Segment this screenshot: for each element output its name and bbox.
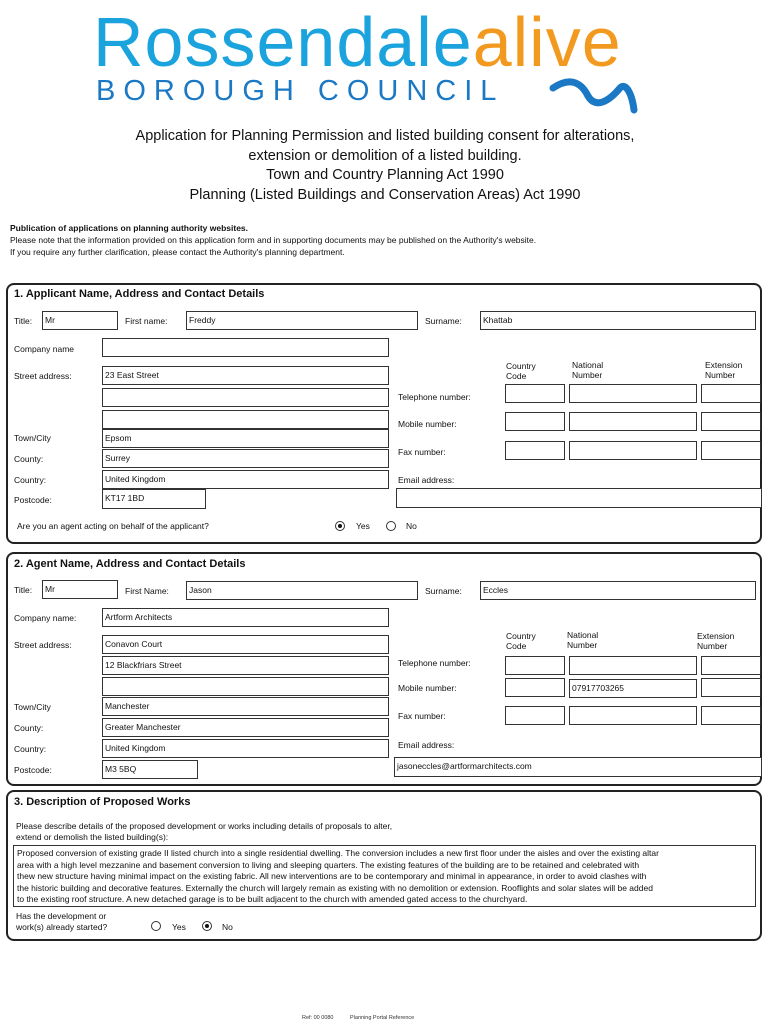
applicant-mobile-number[interactable] — [569, 412, 697, 431]
applicant-first-name-label: First name: — [125, 316, 168, 326]
description-instruction: Please describe details of the proposed development or works including details of proposals to alter, — [16, 821, 393, 831]
description-line: thew new structure having minimal impact on the existing fabric. All new interventions are to be contemporary and minimal in appearance, in order to avoid clashes with — [17, 871, 647, 882]
title-line: extension or demolition of a listed building. — [248, 147, 522, 164]
footer-portal: Planning Portal Reference — [350, 1015, 415, 1021]
applicant-national-number-label: National Number — [572, 360, 604, 380]
applicant-title-label: Title: — [14, 316, 33, 326]
applicant-title-field[interactable]: Mr — [42, 311, 118, 330]
applicant-town-label: Town/City — [14, 433, 51, 443]
agent-country-code-label: Country Code — [506, 631, 536, 651]
started-no-label: No — [222, 922, 233, 932]
agent-country-label: Country: — [14, 744, 47, 754]
applicant-county-label: County: — [14, 454, 44, 464]
applicant-company-label: Company name — [14, 344, 75, 354]
agent-street-label: Street address: — [14, 640, 72, 650]
applicant-county-field[interactable]: Surrey — [102, 449, 389, 468]
agent-surname-field[interactable]: Eccles — [480, 581, 756, 600]
started-yes-label: Yes — [172, 922, 186, 932]
footer-ref: Ref: 00 0080 — [302, 1015, 334, 1021]
applicant-email-label: Email address: — [398, 475, 455, 485]
agent-street-line2[interactable]: 12 Blackfriars Street — [102, 656, 389, 675]
agent-tel-extension[interactable] — [701, 656, 761, 675]
form-title — [0, 127, 770, 205]
agent-fax-label: Fax number: — [398, 711, 446, 721]
agent-tel-number[interactable] — [569, 656, 697, 675]
applicant-postcode-field[interactable]: KT17 1BD — [102, 489, 206, 509]
section-description-title: 3. Description of Proposed Works — [14, 796, 191, 808]
description-field[interactable] — [13, 845, 756, 907]
applicant-street-label: Street address: — [14, 371, 72, 381]
applicant-extension-label: Extension Number — [705, 360, 743, 380]
agent-county-label: County: — [14, 723, 44, 733]
agent-mobile-extension[interactable] — [701, 678, 761, 697]
publication-heading: Publication of applications on planning authority websites. — [10, 223, 249, 233]
applicant-fax-label: Fax number: — [398, 447, 446, 457]
agent-national-number-label: National Number — [567, 630, 599, 650]
agent-mobile-number[interactable]: 07917703265 — [569, 679, 697, 698]
applicant-mobile-extension[interactable] — [701, 412, 761, 431]
applicant-fax-number[interactable] — [569, 441, 697, 460]
agent-town-field[interactable]: Manchester — [102, 697, 389, 716]
description-line: the historic building and decorative features. Externally the church will largely remain as existing with no demolition or extension. Rooflights and solar slates will be added — [17, 882, 653, 893]
description-line: area with a high level mezzanine and basement conversion to living and sleeping quarters. The existing features of the building are to be retained and celebrated with — [17, 859, 640, 870]
title-line: Planning (Listed Buildings and Conservation Areas) Act 1990 — [189, 186, 581, 203]
applicant-street-line3[interactable] — [102, 410, 389, 429]
applicant-email-field[interactable] — [396, 488, 762, 508]
agent-yes-radio[interactable] — [335, 521, 345, 531]
agent-question-label: Are you an agent acting on behalf of the applicant? — [17, 521, 209, 531]
applicant-tel-country-code[interactable] — [505, 384, 565, 403]
started-no-radio[interactable] — [202, 921, 212, 931]
agent-tel-country-code[interactable] — [505, 656, 565, 675]
agent-first-name-field[interactable]: Jason — [186, 581, 418, 600]
applicant-postcode-label: Postcode: — [14, 495, 52, 505]
agent-mobile-country-code[interactable] — [505, 678, 565, 697]
started-yes-radio[interactable] — [151, 921, 161, 931]
applicant-company-field[interactable] — [102, 338, 389, 357]
description-instruction: extend or demolish the listed building(s): — [16, 832, 169, 842]
logo-text-alive: alive — [472, 3, 622, 81]
applicant-town-field[interactable]: Epsom — [102, 429, 389, 448]
agent-email-label: Email address: — [398, 740, 455, 750]
applicant-surname-field[interactable]: Khattab — [480, 311, 756, 330]
title-line: Town and Country Planning Act 1990 — [266, 167, 504, 183]
agent-fax-extension[interactable] — [701, 706, 761, 725]
applicant-tel-extension[interactable] — [701, 384, 761, 403]
agent-street-line3[interactable] — [102, 677, 389, 696]
applicant-country-code-label: Country Code — [506, 361, 536, 381]
logo-text-rossendale: Rossendale — [93, 3, 473, 81]
agent-title-label: Title: — [14, 585, 33, 595]
publication-note — [10, 222, 536, 258]
agent-company-label: Company name: — [14, 613, 77, 623]
applicant-first-name-field[interactable]: Freddy — [186, 311, 418, 330]
applicant-tel-number[interactable] — [569, 384, 697, 403]
logo-subtitle: BOROUGH COUNCIL — [96, 75, 505, 107]
agent-email-field[interactable]: jasoneccles@artformarchitects.com — [394, 757, 762, 777]
agent-country-field[interactable]: United Kingdom — [102, 739, 389, 758]
council-logo — [93, 2, 622, 82]
applicant-country-field[interactable]: United Kingdom — [102, 470, 389, 489]
applicant-mobile-country-code[interactable] — [505, 412, 565, 431]
description-line: Proposed conversion of existing grade II listed church into a single residential dwelling. The conversion includes a new first floor under the aisles and over the existing altar — [17, 848, 659, 858]
started-question: work(s) already started? — [16, 922, 108, 932]
agent-yes-label: Yes — [356, 521, 370, 531]
publication-line: Please note that the information provided on this application form and in supporting documents may be published on the Authority's website. — [10, 235, 537, 245]
section-applicant-title: 1. Applicant Name, Address and Contact Details — [14, 288, 265, 300]
agent-town-label: Town/City — [14, 702, 51, 712]
agent-postcode-field[interactable]: M3 5BQ — [102, 760, 198, 779]
agent-first-name-label: First Name: — [125, 586, 169, 596]
agent-company-field[interactable]: Artform Architects — [102, 608, 389, 627]
agent-extension-label: Extension Number — [697, 631, 735, 651]
agent-no-radio[interactable] — [386, 521, 396, 531]
agent-surname-label: Surname: — [425, 586, 462, 596]
started-question: Has the development or — [16, 911, 107, 921]
publication-line: If you require any further clarification, please contact the Authority's planning department. — [10, 247, 345, 257]
title-line: Application for Planning Permission and listed building consent for alterations, — [135, 128, 635, 144]
applicant-street-line2[interactable] — [102, 388, 389, 407]
applicant-telephone-label: Telephone number: — [398, 392, 471, 402]
agent-telephone-label: Telephone number: — [398, 658, 471, 668]
description-line: to the existing roof structure. A new detached garage is to be built adjacent to the church with amended gated access to the churchyard. — [17, 894, 528, 905]
agent-no-label: No — [406, 521, 417, 531]
applicant-fax-country-code[interactable] — [505, 441, 565, 460]
agent-fax-country-code[interactable] — [505, 706, 565, 725]
agent-title-field[interactable]: Mr — [42, 580, 118, 599]
agent-county-field[interactable]: Greater Manchester — [102, 718, 389, 737]
applicant-fax-extension[interactable] — [701, 441, 761, 460]
agent-fax-number[interactable] — [569, 706, 697, 725]
applicant-country-label: Country: — [14, 475, 47, 485]
section-agent-title: 2. Agent Name, Address and Contact Details — [14, 558, 246, 570]
agent-street-line1[interactable]: Conavon Court — [102, 635, 389, 654]
applicant-mobile-label: Mobile number: — [398, 419, 457, 429]
applicant-street-line1[interactable]: 23 East Street — [102, 366, 389, 385]
applicant-surname-label: Surname: — [425, 316, 462, 326]
logo-swoosh-icon — [548, 66, 638, 116]
agent-postcode-label: Postcode: — [14, 765, 52, 775]
agent-mobile-label: Mobile number: — [398, 683, 457, 693]
